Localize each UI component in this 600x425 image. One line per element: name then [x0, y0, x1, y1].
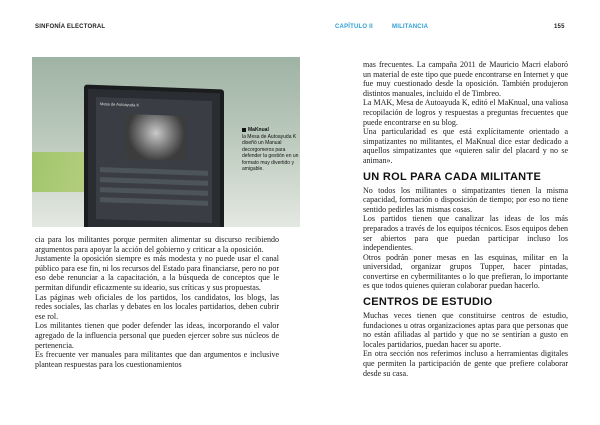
- caption-title: MaKnual: [248, 127, 269, 133]
- website-header: Mesa de Autoayuda K: [100, 101, 140, 108]
- paragraph: mas frecuentes. La campaña 2011 de Mauricio Macri elaboró un material de este tipo que puede encontrarse en Internet y que fue muy cuestionado desde la oposición. También produjeron distintos manuales, incluido el de Timbreo.: [363, 60, 568, 98]
- paragraph: Una particularidad es que está explícitamente orientado a simpatizantes no militantes, el MaKnual dice estar dedicado a aquellos simpatizantes que «quieren salir del placard y no se animan».: [363, 127, 568, 165]
- section-heading: UN ROL PARA CADA MILITANTE: [363, 170, 542, 183]
- paragraph: Las páginas web oficiales de los partidos, los candidatos, los blogs, las redes sociales, las charlas y debates en los locales partidarios, deben cubrir ese rol.: [35, 292, 279, 321]
- website-row: [100, 197, 208, 206]
- laptop-screen: [84, 85, 224, 227]
- paragraph: Otros podrán poner mesas en las esquinas, militar en la universidad, organizar grupos Tupper, hacer pintadas, convertirse en cybermilitantes o lo que prefieran, lo importante es que todos quienes quieran colaborar puedan hacerlo.: [363, 252, 568, 291]
- photo-caption: [242, 127, 300, 173]
- caption-text: la Mesa de Autoayuda K diseñó un Manual decorgomeros para defender la gestión en un formato muy divertido y amigable.: [242, 133, 299, 172]
- website-row: [100, 187, 208, 196]
- section-label: MILITANCIA: [392, 24, 429, 30]
- right-column: [363, 60, 568, 378]
- paragraph: Muchas veces tienen que constituirse centros de estudio, fundaciones u otras organizaciones aptas para que personas que no están afiliadas al partido y que no se sentirían a gusto en locales partidarios, puedan hacer su aporte.: [363, 311, 568, 349]
- laptop-photo: [32, 57, 300, 227]
- paragraph: cia para los militantes porque permiten alimentar su discurso recibiendo argumentos para apoyar la acción del gobierno y criticar a la oposición.: [35, 235, 279, 254]
- paragraph: Es frecuente ver manuales para militantes que dan argumentos e inclusive plantean respuestas para los cuestionamientos: [35, 350, 279, 369]
- chapter-label: CAPÍTULO II: [335, 24, 373, 30]
- paragraph: Justamente la oposición siempre es más modesta y no puede usar el canal público para ese fin, ni los recursos del Estado para financiarse, pero no por eso debe renunciar a la capacitación, a la búsqueda de conceptos que le permitan difundir eficazmente su ideario, sus críticas y sus propuestas.: [35, 254, 279, 292]
- paragraph: No todos los militantes o simpatizantes tienen la misma capacidad, formación o disposición de tiempo; por eso no tiene sentido pedirles las mismas cosas.: [363, 185, 568, 214]
- paragraph: Los partidos tienen que canalizar las ideas de los más preparados a través de los equipos técnicos. Esos equipos deben ser abiertos para que puedan participar incluso los independientes.: [363, 214, 568, 253]
- caption-square-icon: [242, 128, 246, 132]
- paragraph: En otra sección nos referimos incluso a herramientas digitales que permiten la participación de gente que prefiere colaborar desde su casa.: [363, 349, 568, 378]
- website-portrait: [126, 114, 186, 161]
- paragraph: La MAK, Mesa de Autoayuda K, editó el MaKnual, una valiosa recopilación de logros y respuestas a preguntas frecuentes que puede encontrarse en su blog.: [363, 98, 568, 127]
- website-row: [100, 177, 208, 186]
- website-row: [100, 167, 208, 176]
- left-column: [35, 235, 279, 369]
- section-heading: CENTROS DE ESTUDIO: [363, 296, 493, 309]
- book-title: SINFONÍA ELECTORAL: [35, 24, 106, 30]
- website-screenshot: [96, 97, 212, 223]
- paragraph: Los militantes tienen que poder defender las ideas, incorporando el valor agregado de la influencia personal que pueden ejercer sobre sus núcleos de pertenencia.: [35, 321, 279, 350]
- page-number: 155: [554, 24, 565, 30]
